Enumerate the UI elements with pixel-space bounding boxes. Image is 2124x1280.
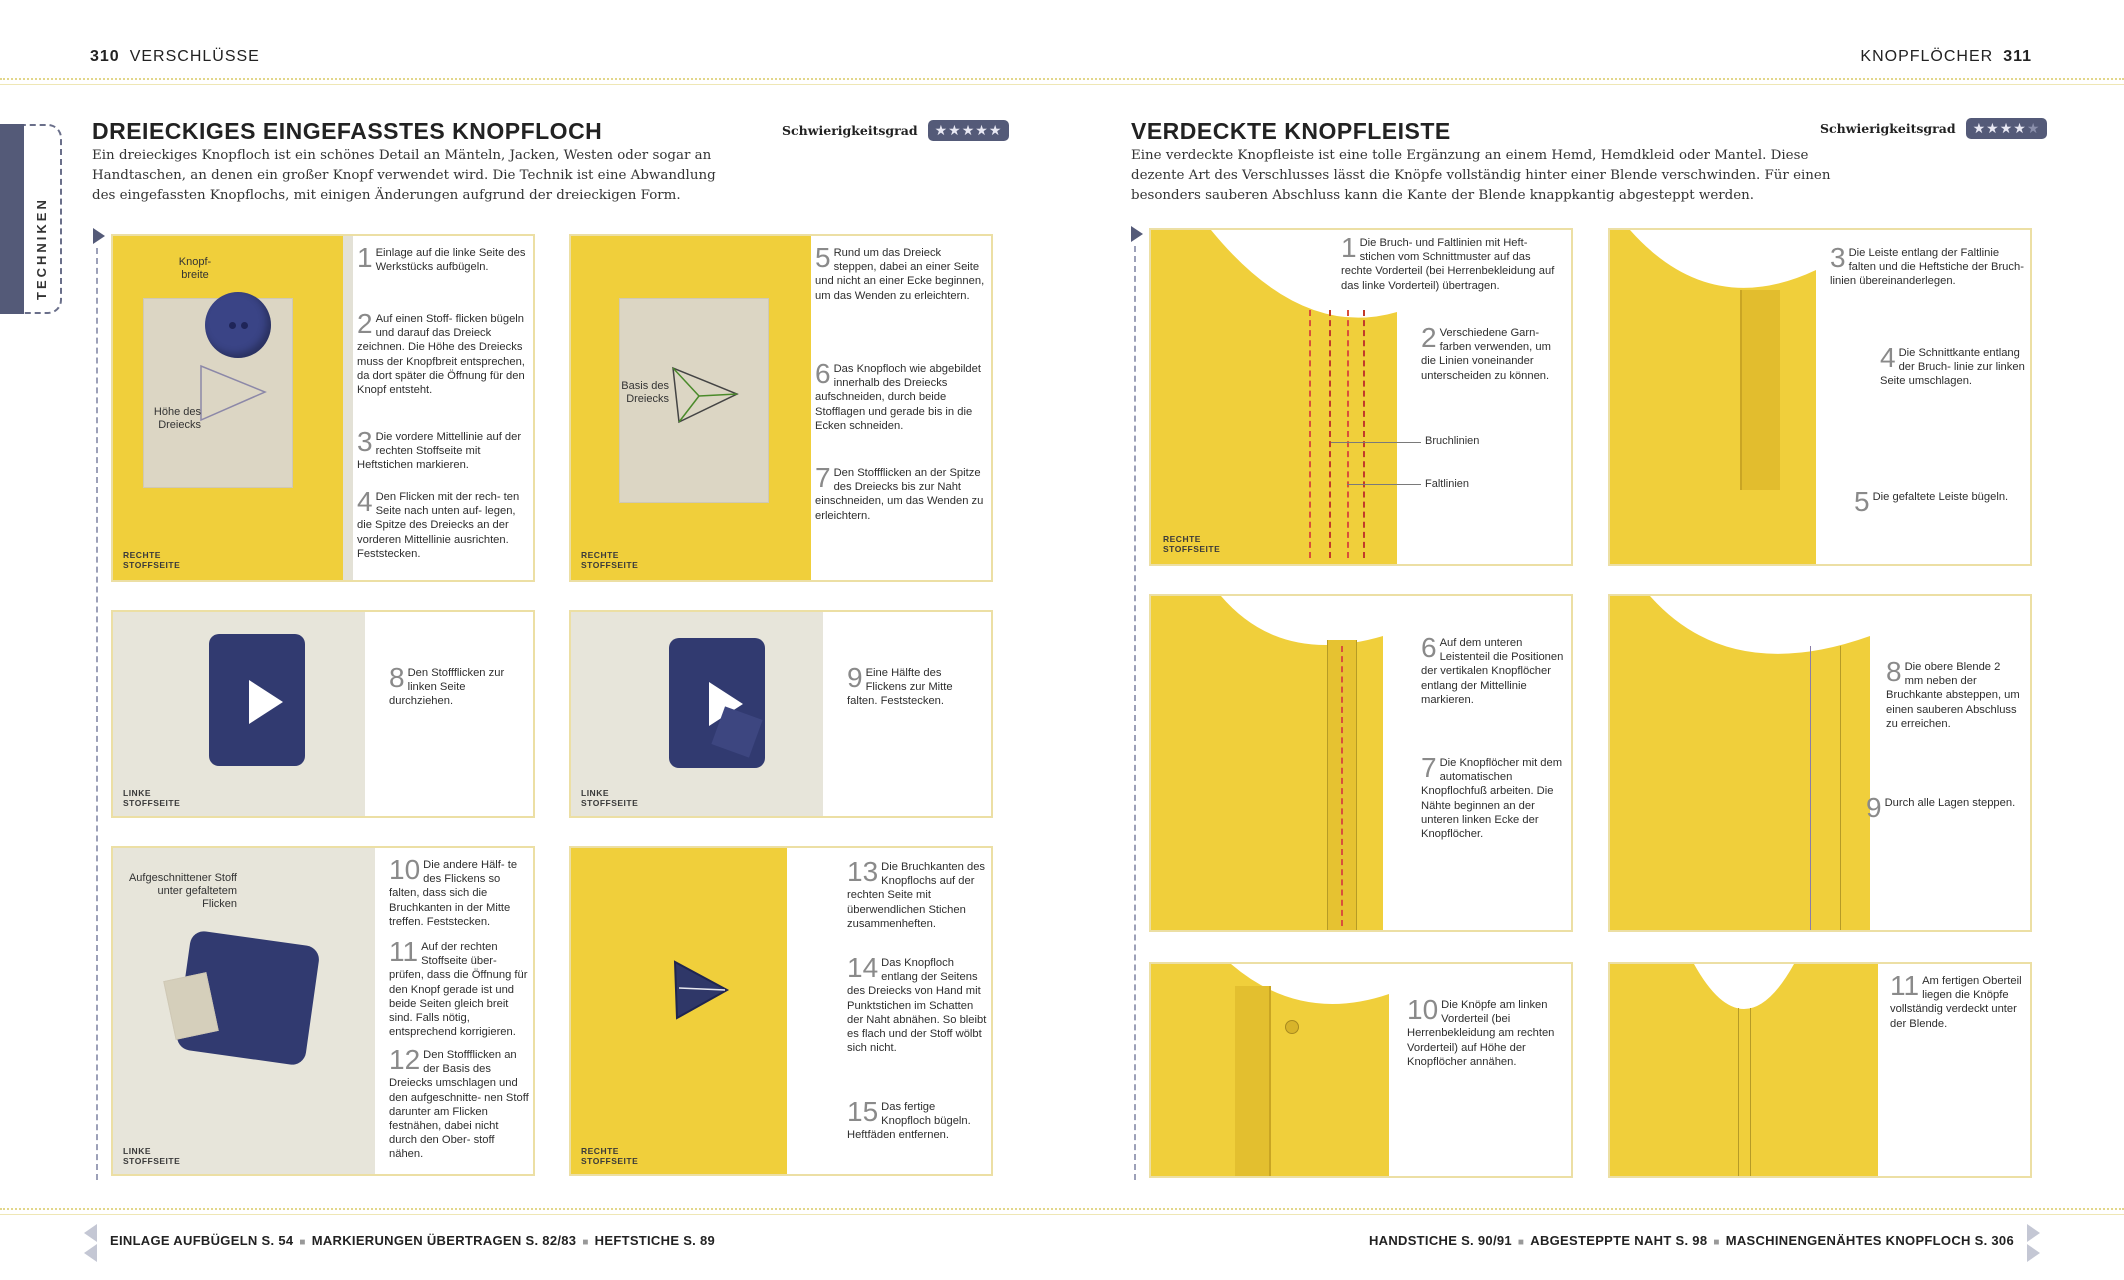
previous-page-arrow[interactable] xyxy=(84,1224,97,1242)
right-chapter-title: KNOPFLÖCHER xyxy=(1860,48,1994,65)
step-15: 15 Das fertige Knopfloch bügeln. Heftfäden entfernen. xyxy=(847,1096,971,1142)
footer-rule xyxy=(0,1208,2124,1210)
step-13: 13 Die Bruchkanten des Knopflochs auf der rechten Seite mit überwendlichen Stichen zusammenheften. xyxy=(847,856,986,930)
sewn-button xyxy=(1285,1020,1299,1034)
leader-bruchlinien xyxy=(1331,442,1421,443)
right-steps-marker xyxy=(1131,226,1143,242)
right-steps-guide xyxy=(1134,246,1136,1180)
step-14: 14 Das Knopfloch entlang der Seitens des Dreiecks von Hand mit Punktstichen im Schatten der Naht abnähen. So bleibt es flach und der Stoff wölbt sich nicht. xyxy=(847,952,987,1055)
placket-seam xyxy=(1738,1008,1739,1178)
photo-label: RECHTE STOFFSEITE xyxy=(123,550,181,570)
step-panel-r2 xyxy=(1608,228,2032,566)
left-section-title: DREIECKIGES EINGEFASSTES KNOPFLOCH xyxy=(92,118,603,144)
step-panel-r1 xyxy=(1149,228,1573,566)
left-steps-guide xyxy=(96,248,98,1180)
step-panel-r4 xyxy=(1608,594,2032,932)
step-panel-4 xyxy=(569,610,993,818)
step-r7: 7 Die Knopflöcher mit dem automatischen Knopflochfuß arbeiten. Die Nähte beginnen an der unteren linken Ecke der Knopflöcher. xyxy=(1421,752,1563,841)
crossref-link[interactable]: EINLAGE AUFBÜGELN S. 54 xyxy=(110,1233,294,1248)
right-running-head xyxy=(1860,48,2032,66)
footer-rule-2 xyxy=(0,1214,2124,1215)
next-page-arrow-2[interactable] xyxy=(2027,1244,2040,1262)
step-panel-r3 xyxy=(1149,594,1573,932)
step-5: 5 Rund um das Dreieck steppen, dabei an einer Seite und nicht an einer Ecke beginnen, um das Wenden zu erleichtern. xyxy=(815,242,985,302)
triangle-outline xyxy=(199,364,269,424)
step-panel-3 xyxy=(111,610,535,818)
step-10: 10 Die andere Hälf- te des Flickens so falten, dass sich die Bruchkanten in der Mitte treffen. Feststecken. xyxy=(389,854,518,928)
intro-line: Eine verdeckte Knopfleiste ist eine tolle Ergänzung an einem Hemd, Hemdkleid oder Mantel. Diese xyxy=(1131,148,1809,163)
header-rule xyxy=(0,78,2124,80)
separator-icon: ■ xyxy=(1517,1237,1525,1248)
photo-label: LINKE STOFFSEITE xyxy=(581,788,639,808)
triangle-opening xyxy=(245,678,285,726)
annot-hoehe: Höhe des Dreiecks xyxy=(153,406,201,431)
intro-line: Ein dreieckiges Knopfloch ist ein schönes Detail an Mänteln, Jacken, Westen oder sogar an xyxy=(92,148,712,163)
intro-line: besonders sauberen Abschluss kann die Kante der Blende knappkantig abgesteppt werden. xyxy=(1131,188,1755,203)
step-r5: 5 Die gefaltete Leiste bügeln. xyxy=(1854,486,2009,517)
step-panel-r5 xyxy=(1149,962,1573,1178)
step-r6: 6 Auf dem unteren Leistenteil die Positionen der vertikalen Knopflöcher entlang der Mittellinie markieren. xyxy=(1421,632,1564,706)
intro-line: des eingefassten Knopflochs, mit einigen Änderungen aufgrund der dreieckigen Form. xyxy=(92,188,681,203)
step-8: 8 Den Stoffflicken zur linken Seite durchziehen. xyxy=(389,662,505,708)
crossref-link[interactable]: ABGESTEPPTE NAHT S. 98 xyxy=(1530,1233,1708,1248)
button-icon xyxy=(205,292,271,358)
placket xyxy=(1235,986,1271,1178)
step-1: 1 Einlage auf die linke Seite des Werkstücks aufbügeln. xyxy=(357,242,526,274)
neckline-cut xyxy=(1610,596,1870,666)
baste-line xyxy=(1347,310,1349,558)
photo-label: RECHTE STOFFSEITE xyxy=(581,1146,639,1166)
step-panel-5 xyxy=(111,846,535,1176)
separator-icon: ■ xyxy=(299,1237,306,1248)
step-12: 12 Den Stoffflicken an der Basis des Dreiecks umschlagen und den aufgeschnitte- nen Stoff darunter am Flicken festnähen, dabei nicht durch den Ober- stoff nähen. xyxy=(389,1044,529,1161)
step-4: 4 Den Flicken mit der rech- ten Seite nach unten auf- legen, die Spitze des Dreiecks an der vorderen Mittellinie ausrichten. Feststecken. xyxy=(357,486,520,560)
crossref-link[interactable]: MARKIERUNGEN ÜBERTRAGEN S. 82/83 xyxy=(311,1233,577,1248)
step-panel-6 xyxy=(569,846,993,1176)
intro-line: dezente Art des Verschlusses lässt die Knöpfe vollständig hinter einer Blende verschwinden. Für einen xyxy=(1131,168,1831,183)
intro-line: Handtaschen, an denen ein großer Knopf verwendet wird. Die Technik ist eine Abwandlung xyxy=(92,168,716,183)
step-7: 7 Den Stoffflicken an der Spitze des Dreiecks bis zur Naht einschneiden, um das Wenden zu erleichtern. xyxy=(815,462,984,522)
neckline-cut xyxy=(1610,964,1878,1020)
left-difficulty xyxy=(782,120,1009,141)
previous-page-arrow-2[interactable] xyxy=(84,1244,97,1262)
annot-faltlinien: Faltlinien xyxy=(1425,478,1470,490)
baste-line xyxy=(1329,310,1331,558)
triangle-cut xyxy=(671,366,741,426)
difficulty-stars: ★★★★★ xyxy=(1966,118,2048,139)
annot-knopfbreite: Knopf- breite xyxy=(178,256,212,281)
left-steps-marker xyxy=(93,228,105,244)
step-11: 11 Auf der rechten Stoffseite über- prüfen, dass die Öffnung für den Knopf gerade ist und beide Seiten gleich breit sind. Falls nötig, entsprechend korrigieren. xyxy=(389,936,528,1039)
right-page-number: 311 xyxy=(2003,48,2032,65)
photo-label: RECHTE STOFFSEITE xyxy=(1163,534,1221,554)
step-r1: 1 Die Bruch- und Faltlinien mit Heft- stichen vom Schnittmuster auf das rechte Vorderteil (bei Herrenbekleidung auf das linke Vorderteil) übertragen. xyxy=(1341,232,1555,292)
crossref-link[interactable]: MASCHINENGENÄHTES KNOPFLOCH S. 306 xyxy=(1725,1233,2014,1248)
right-section-title: VERDECKTE KNOPFLEISTE xyxy=(1131,118,1451,144)
left-running-head xyxy=(90,48,260,66)
step-r11: 11 Am fertigen Oberteil liegen die Knöpfe vollständig verdeckt unter der Blende. xyxy=(1890,970,2022,1030)
leader-faltlinien xyxy=(1347,484,1421,485)
side-tab-bar xyxy=(0,124,24,314)
left-intro xyxy=(92,146,1012,206)
right-difficulty xyxy=(1820,118,2047,139)
panel-photo-right xyxy=(343,236,353,580)
topstitch-line xyxy=(1810,646,1811,932)
next-page-arrow[interactable] xyxy=(2027,1224,2040,1242)
separator-icon: ■ xyxy=(1713,1237,1720,1248)
step-9: 9 Eine Hälfte des Flickens zur Mitte falten. Feststecken. xyxy=(847,662,953,708)
photo-label: LINKE STOFFSEITE xyxy=(123,1146,181,1166)
step-r9: 9 Durch alle Lagen steppen. xyxy=(1866,792,2016,823)
step-r8: 8 Die obere Blende 2 mm neben der Bruchkante absteppen, um einen sauberen Abschluss zu erreichen. xyxy=(1886,656,2020,730)
step-panel-r6 xyxy=(1608,962,2032,1178)
photo-label: LINKE STOFFSEITE xyxy=(123,788,181,808)
placket-seam xyxy=(1750,1008,1751,1178)
topstitch-line xyxy=(1840,646,1841,932)
crossref-link[interactable]: HANDSTICHE S. 90/91 xyxy=(1368,1233,1512,1248)
crossref-link[interactable]: HEFTSTICHE S. 89 xyxy=(594,1233,716,1248)
right-crossrefs xyxy=(1369,1233,2014,1248)
left-page-number: 310 xyxy=(90,48,120,65)
step-2: 2 Auf einen Stoff- flicken bügeln und darauf das Dreieck zeichnen. Die Höhe des Dreiecks muss der Knopfbreit entsprechen, da dort später die Öffnung für den Knopf entsteht. xyxy=(357,308,525,397)
step-r3: 3 Die Leiste entlang der Faltlinie falten und die Heftstiche der Bruch- linien übereinanderlegen. xyxy=(1830,242,2024,288)
baste-line xyxy=(1363,310,1365,558)
right-intro xyxy=(1131,146,2091,206)
folded-placket xyxy=(1740,290,1780,490)
difficulty-label: Schwierigkeitsgrad xyxy=(1820,121,1956,136)
step-r10: 10 Die Knöpfe am linken Vorderteil (bei Herrenbekleidung am rechten Vorderteil) auf Höhe der Knopflöcher annähen. xyxy=(1407,994,1555,1068)
annot-bruchlinien: Bruchlinien xyxy=(1425,435,1480,447)
separator-icon: ■ xyxy=(582,1237,589,1248)
step-6: 6 Das Knopfloch wie abgebildet innerhalb des Dreiecks aufschneiden, durch beide Stofflagen und gerade bis in die Ecken schneiden. xyxy=(815,358,981,432)
step-3: 3 Die vordere Mittellinie auf der rechten Stoffseite mit Heftstichen markieren. xyxy=(357,426,522,472)
photo-label: RECHTE STOFFSEITE xyxy=(581,550,639,570)
baste-line xyxy=(1341,646,1343,926)
annot-basis: Basis des Dreiecks xyxy=(621,380,669,405)
side-tab-label: TECHNIKEN xyxy=(34,197,49,300)
step-r4: 4 Die Schnittkante entlang der Bruch- linie zur linken Seite umschlagen. xyxy=(1880,342,2025,388)
step-panel-2 xyxy=(569,234,993,582)
neckline-cut xyxy=(1610,230,1816,300)
header-rule-2 xyxy=(0,84,2124,85)
step-panel-1 xyxy=(111,234,535,582)
difficulty-label: Schwierigkeitsgrad xyxy=(782,123,918,138)
difficulty-stars: ★★★★★ xyxy=(928,120,1010,141)
step-r2: 2 Verschiedene Garn- farben verwenden, um die Linien voneinander unterscheiden zu können. xyxy=(1421,322,1551,382)
baste-line xyxy=(1309,310,1311,558)
finished-triangle xyxy=(671,960,731,1022)
left-chapter-title: VERSCHLÜSSE xyxy=(129,48,260,65)
annot-aufgeschnitten: Aufgeschnittener Stoff unter gefaltetem Flicken xyxy=(128,872,237,910)
left-crossrefs xyxy=(110,1233,715,1248)
